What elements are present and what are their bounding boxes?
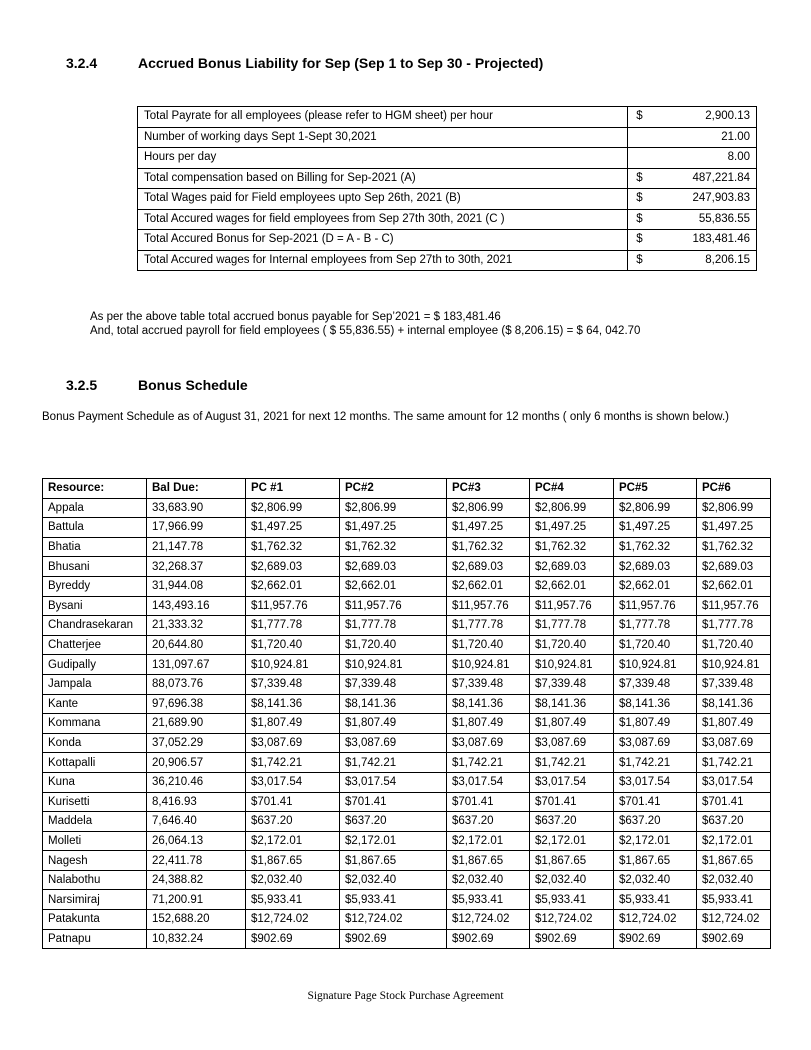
payment-cell-pc5: $637.20 bbox=[614, 812, 697, 832]
table-row bbox=[43, 792, 771, 812]
currency-symbol: $ bbox=[628, 230, 657, 251]
column-header: Bal Due: bbox=[147, 479, 246, 499]
row-value: 8.00 bbox=[656, 148, 756, 169]
bonus-schedule-table bbox=[42, 478, 771, 949]
balance-due-cell: 17,966.99 bbox=[147, 518, 246, 538]
balance-due-cell: 21,333.32 bbox=[147, 616, 246, 636]
table-row bbox=[138, 168, 757, 189]
resource-cell: Chandrasekaran bbox=[43, 616, 147, 636]
payment-cell-pc6: $1,777.78 bbox=[697, 616, 771, 636]
resource-cell: Patnapu bbox=[43, 929, 147, 949]
payment-cell-pc4: $2,662.01 bbox=[530, 576, 614, 596]
payment-cell-pc3: $1,720.40 bbox=[447, 635, 530, 655]
summary-line-1: As per the above table total accrued bonus payable for Sep’2021 = $ 183,481.46 bbox=[90, 311, 501, 323]
payment-cell-pc4: $12,724.02 bbox=[530, 910, 614, 930]
table-row bbox=[43, 576, 771, 596]
row-label: Total Accured wages for field employees from Sep 27th 30th, 2021 (C ) bbox=[138, 209, 628, 230]
payment-cell-pc1: $12,724.02 bbox=[246, 910, 340, 930]
payment-cell-pc6: $2,662.01 bbox=[697, 576, 771, 596]
balance-due-cell: 8,416.93 bbox=[147, 792, 246, 812]
currency-symbol: $ bbox=[628, 107, 657, 128]
payment-cell-pc3: $902.69 bbox=[447, 929, 530, 949]
payment-cell-pc3: $1,742.21 bbox=[447, 753, 530, 773]
table-row bbox=[43, 890, 771, 910]
row-label: Total Payrate for all employees (please refer to HGM sheet) per hour bbox=[138, 107, 628, 128]
payment-cell-pc2: $637.20 bbox=[340, 812, 447, 832]
payment-cell-pc5: $1,807.49 bbox=[614, 714, 697, 734]
row-label: Number of working days Sept 1-Sept 30,2021 bbox=[138, 127, 628, 148]
payment-cell-pc4: $2,806.99 bbox=[530, 498, 614, 518]
payment-cell-pc4: $2,032.40 bbox=[530, 870, 614, 890]
payment-cell-pc6: $12,724.02 bbox=[697, 910, 771, 930]
payment-cell-pc3: $3,087.69 bbox=[447, 733, 530, 753]
payment-cell-pc5: $12,724.02 bbox=[614, 910, 697, 930]
resource-cell: Bhusani bbox=[43, 557, 147, 577]
balance-due-cell: 32,268.37 bbox=[147, 557, 246, 577]
resource-cell: Kuna bbox=[43, 772, 147, 792]
row-label: Total Accured Bonus for Sep-2021 (D = A - B - C) bbox=[138, 230, 628, 251]
resource-cell: Kurisetti bbox=[43, 792, 147, 812]
payment-cell-pc4: $1,777.78 bbox=[530, 616, 614, 636]
payment-cell-pc6: $637.20 bbox=[697, 812, 771, 832]
payment-cell-pc4: $1,807.49 bbox=[530, 714, 614, 734]
payment-cell-pc4: $11,957.76 bbox=[530, 596, 614, 616]
payment-cell-pc1: $2,662.01 bbox=[246, 576, 340, 596]
payment-cell-pc4: $1,720.40 bbox=[530, 635, 614, 655]
table-header-row bbox=[43, 479, 771, 499]
payment-cell-pc2: $12,724.02 bbox=[340, 910, 447, 930]
payment-cell-pc4: $2,689.03 bbox=[530, 557, 614, 577]
payment-cell-pc2: $10,924.81 bbox=[340, 655, 447, 675]
currency-symbol bbox=[628, 127, 657, 148]
schedule-intro: Bonus Payment Schedule as of August 31, 2021 for next 12 months. The same amount for 12 months ( only 6 months is shown below.) bbox=[42, 411, 729, 423]
section-number: 3.2.4 bbox=[66, 55, 98, 71]
payment-cell-pc3: $1,807.49 bbox=[447, 714, 530, 734]
payment-cell-pc2: $2,806.99 bbox=[340, 498, 447, 518]
resource-cell: Maddela bbox=[43, 812, 147, 832]
resource-cell: Nalabothu bbox=[43, 870, 147, 890]
payment-cell-pc5: $1,762.32 bbox=[614, 537, 697, 557]
table-row bbox=[43, 851, 771, 871]
payment-cell-pc5: $10,924.81 bbox=[614, 655, 697, 675]
payment-cell-pc2: $701.41 bbox=[340, 792, 447, 812]
balance-due-cell: 21,689.90 bbox=[147, 714, 246, 734]
payment-cell-pc3: $2,689.03 bbox=[447, 557, 530, 577]
page-footer: Signature Page Stock Purchase Agreement bbox=[307, 990, 504, 1002]
table-row bbox=[43, 812, 771, 832]
balance-due-cell: 21,147.78 bbox=[147, 537, 246, 557]
payment-cell-pc2: $8,141.36 bbox=[340, 694, 447, 714]
table-row bbox=[43, 714, 771, 734]
payment-cell-pc1: $1,497.25 bbox=[246, 518, 340, 538]
row-label: Total Wages paid for Field employees upto Sep 26th, 2021 (B) bbox=[138, 189, 628, 210]
payment-cell-pc5: $7,339.48 bbox=[614, 674, 697, 694]
payment-cell-pc1: $10,924.81 bbox=[246, 655, 340, 675]
payment-cell-pc2: $1,720.40 bbox=[340, 635, 447, 655]
row-label: Total compensation based on Billing for Sep-2021 (A) bbox=[138, 168, 628, 189]
table-row bbox=[138, 189, 757, 210]
payment-cell-pc4: $3,087.69 bbox=[530, 733, 614, 753]
row-value: 8,206.15 bbox=[656, 250, 756, 271]
payment-cell-pc3: $701.41 bbox=[447, 792, 530, 812]
balance-due-cell: 24,388.82 bbox=[147, 870, 246, 890]
payment-cell-pc2: $1,497.25 bbox=[340, 518, 447, 538]
table-row bbox=[43, 772, 771, 792]
column-header: Resource: bbox=[43, 479, 147, 499]
payment-cell-pc5: $8,141.36 bbox=[614, 694, 697, 714]
resource-cell: Appala bbox=[43, 498, 147, 518]
payment-cell-pc5: $2,032.40 bbox=[614, 870, 697, 890]
payment-cell-pc1: $1,867.65 bbox=[246, 851, 340, 871]
payment-cell-pc3: $1,777.78 bbox=[447, 616, 530, 636]
payment-cell-pc1: $2,032.40 bbox=[246, 870, 340, 890]
resource-cell: Kommana bbox=[43, 714, 147, 734]
resource-cell: Narsimiraj bbox=[43, 890, 147, 910]
column-header: PC#2 bbox=[340, 479, 447, 499]
payment-cell-pc6: $2,172.01 bbox=[697, 831, 771, 851]
payment-cell-pc2: $1,867.65 bbox=[340, 851, 447, 871]
payment-cell-pc3: $1,762.32 bbox=[447, 537, 530, 557]
balance-due-cell: 131,097.67 bbox=[147, 655, 246, 675]
payment-cell-pc2: $902.69 bbox=[340, 929, 447, 949]
payment-cell-pc2: $3,087.69 bbox=[340, 733, 447, 753]
payment-cell-pc1: $3,087.69 bbox=[246, 733, 340, 753]
balance-due-cell: 31,944.08 bbox=[147, 576, 246, 596]
payment-cell-pc6: $1,742.21 bbox=[697, 753, 771, 773]
payment-cell-pc2: $2,689.03 bbox=[340, 557, 447, 577]
resource-cell: Konda bbox=[43, 733, 147, 753]
payment-cell-pc5: $2,172.01 bbox=[614, 831, 697, 851]
payment-cell-pc1: $1,807.49 bbox=[246, 714, 340, 734]
resource-cell: Jampala bbox=[43, 674, 147, 694]
payment-cell-pc4: $1,762.32 bbox=[530, 537, 614, 557]
balance-due-cell: 71,200.91 bbox=[147, 890, 246, 910]
payment-cell-pc1: $2,806.99 bbox=[246, 498, 340, 518]
payment-cell-pc1: $637.20 bbox=[246, 812, 340, 832]
payment-cell-pc1: $701.41 bbox=[246, 792, 340, 812]
payment-cell-pc2: $1,762.32 bbox=[340, 537, 447, 557]
payment-cell-pc6: $7,339.48 bbox=[697, 674, 771, 694]
row-value: 487,221.84 bbox=[656, 168, 756, 189]
payment-cell-pc6: $10,924.81 bbox=[697, 655, 771, 675]
payment-cell-pc4: $701.41 bbox=[530, 792, 614, 812]
table-row bbox=[138, 250, 757, 271]
balance-due-cell: 33,683.90 bbox=[147, 498, 246, 518]
payment-cell-pc3: $2,662.01 bbox=[447, 576, 530, 596]
payment-cell-pc4: $5,933.41 bbox=[530, 890, 614, 910]
table-row bbox=[138, 127, 757, 148]
summary-note bbox=[90, 310, 640, 338]
payment-cell-pc3: $10,924.81 bbox=[447, 655, 530, 675]
payment-cell-pc6: $3,087.69 bbox=[697, 733, 771, 753]
payment-cell-pc6: $1,867.65 bbox=[697, 851, 771, 871]
payment-cell-pc5: $3,087.69 bbox=[614, 733, 697, 753]
payment-cell-pc5: $2,662.01 bbox=[614, 576, 697, 596]
payment-cell-pc5: $1,497.25 bbox=[614, 518, 697, 538]
payment-cell-pc5: $2,806.99 bbox=[614, 498, 697, 518]
payment-cell-pc1: $5,933.41 bbox=[246, 890, 340, 910]
payment-cell-pc5: $1,720.40 bbox=[614, 635, 697, 655]
payment-cell-pc4: $7,339.48 bbox=[530, 674, 614, 694]
payment-cell-pc1: $3,017.54 bbox=[246, 772, 340, 792]
payment-cell-pc6: $1,807.49 bbox=[697, 714, 771, 734]
currency-symbol: $ bbox=[628, 189, 657, 210]
currency-symbol bbox=[628, 148, 657, 169]
table-row bbox=[43, 831, 771, 851]
balance-due-cell: 97,696.38 bbox=[147, 694, 246, 714]
table-row bbox=[43, 733, 771, 753]
payment-cell-pc1: $1,762.32 bbox=[246, 537, 340, 557]
payment-cell-pc4: $3,017.54 bbox=[530, 772, 614, 792]
section-number: 3.2.5 bbox=[66, 377, 98, 393]
table-row bbox=[43, 753, 771, 773]
accrued-bonus-table bbox=[137, 106, 757, 271]
resource-cell: Battula bbox=[43, 518, 147, 538]
payment-cell-pc6: $8,141.36 bbox=[697, 694, 771, 714]
summary-line-2: And, total accrued payroll for field employees ( $ 55,836.55) + internal employee ($ 8,206.15) = $ 64, 042.70 bbox=[90, 325, 641, 337]
payment-cell-pc2: $2,662.01 bbox=[340, 576, 447, 596]
table-row bbox=[43, 870, 771, 890]
payment-cell-pc1: $902.69 bbox=[246, 929, 340, 949]
table-row bbox=[43, 518, 771, 538]
resource-cell: Bhatia bbox=[43, 537, 147, 557]
payment-cell-pc5: $5,933.41 bbox=[614, 890, 697, 910]
payment-cell-pc2: $2,172.01 bbox=[340, 831, 447, 851]
payment-cell-pc6: $1,720.40 bbox=[697, 635, 771, 655]
balance-due-cell: 37,052.29 bbox=[147, 733, 246, 753]
payment-cell-pc1: $8,141.36 bbox=[246, 694, 340, 714]
payment-cell-pc3: $1,867.65 bbox=[447, 851, 530, 871]
balance-due-cell: 26,064.13 bbox=[147, 831, 246, 851]
resource-cell: Byreddy bbox=[43, 576, 147, 596]
balance-due-cell: 143,493.16 bbox=[147, 596, 246, 616]
payment-cell-pc2: $1,807.49 bbox=[340, 714, 447, 734]
payment-cell-pc5: $11,957.76 bbox=[614, 596, 697, 616]
payment-cell-pc6: $1,762.32 bbox=[697, 537, 771, 557]
table-row bbox=[43, 635, 771, 655]
payment-cell-pc4: $2,172.01 bbox=[530, 831, 614, 851]
table-row bbox=[43, 616, 771, 636]
payment-cell-pc3: $2,172.01 bbox=[447, 831, 530, 851]
resource-cell: Bysani bbox=[43, 596, 147, 616]
row-label: Total Accured wages for Internal employees from Sep 27th to 30th, 2021 bbox=[138, 250, 628, 271]
payment-cell-pc2: $11,957.76 bbox=[340, 596, 447, 616]
balance-due-cell: 10,832.24 bbox=[147, 929, 246, 949]
payment-cell-pc1: $1,777.78 bbox=[246, 616, 340, 636]
row-value: 21.00 bbox=[656, 127, 756, 148]
payment-cell-pc3: $637.20 bbox=[447, 812, 530, 832]
section-title: Bonus Schedule bbox=[138, 377, 248, 393]
currency-symbol: $ bbox=[628, 168, 657, 189]
row-label: Hours per day bbox=[138, 148, 628, 169]
payment-cell-pc6: $2,806.99 bbox=[697, 498, 771, 518]
payment-cell-pc5: $1,777.78 bbox=[614, 616, 697, 636]
table-row bbox=[43, 537, 771, 557]
payment-cell-pc5: $701.41 bbox=[614, 792, 697, 812]
balance-due-cell: 152,688.20 bbox=[147, 910, 246, 930]
column-header: PC#4 bbox=[530, 479, 614, 499]
payment-cell-pc1: $7,339.48 bbox=[246, 674, 340, 694]
payment-cell-pc5: $902.69 bbox=[614, 929, 697, 949]
resource-cell: Molleti bbox=[43, 831, 147, 851]
payment-cell-pc3: $2,806.99 bbox=[447, 498, 530, 518]
table-row bbox=[138, 107, 757, 128]
table-row bbox=[43, 694, 771, 714]
payment-cell-pc1: $1,742.21 bbox=[246, 753, 340, 773]
payment-cell-pc3: $5,933.41 bbox=[447, 890, 530, 910]
payment-cell-pc6: $5,933.41 bbox=[697, 890, 771, 910]
payment-cell-pc5: $1,867.65 bbox=[614, 851, 697, 871]
currency-symbol: $ bbox=[628, 209, 657, 230]
table-row bbox=[138, 230, 757, 251]
table-row bbox=[43, 674, 771, 694]
payment-cell-pc1: $2,172.01 bbox=[246, 831, 340, 851]
section-title: Accrued Bonus Liability for Sep (Sep 1 to Sep 30 - Projected) bbox=[138, 55, 544, 71]
payment-cell-pc5: $2,689.03 bbox=[614, 557, 697, 577]
payment-cell-pc3: $8,141.36 bbox=[447, 694, 530, 714]
resource-cell: Kante bbox=[43, 694, 147, 714]
balance-due-cell: 22,411.78 bbox=[147, 851, 246, 871]
payment-cell-pc3: $3,017.54 bbox=[447, 772, 530, 792]
resource-cell: Nagesh bbox=[43, 851, 147, 871]
table-row bbox=[43, 929, 771, 949]
table-row bbox=[43, 910, 771, 930]
payment-cell-pc6: $701.41 bbox=[697, 792, 771, 812]
payment-cell-pc3: $1,497.25 bbox=[447, 518, 530, 538]
payment-cell-pc6: $11,957.76 bbox=[697, 596, 771, 616]
payment-cell-pc2: $5,933.41 bbox=[340, 890, 447, 910]
payment-cell-pc4: $1,742.21 bbox=[530, 753, 614, 773]
balance-due-cell: 20,906.57 bbox=[147, 753, 246, 773]
table-row bbox=[43, 655, 771, 675]
payment-cell-pc3: $12,724.02 bbox=[447, 910, 530, 930]
column-header: PC#6 bbox=[697, 479, 771, 499]
table-row bbox=[43, 498, 771, 518]
balance-due-cell: 7,646.40 bbox=[147, 812, 246, 832]
table-row bbox=[138, 148, 757, 169]
payment-cell-pc1: $2,689.03 bbox=[246, 557, 340, 577]
payment-cell-pc2: $7,339.48 bbox=[340, 674, 447, 694]
row-value: 2,900.13 bbox=[656, 107, 756, 128]
payment-cell-pc4: $902.69 bbox=[530, 929, 614, 949]
row-value: 183,481.46 bbox=[656, 230, 756, 251]
resource-cell: Patakunta bbox=[43, 910, 147, 930]
payment-cell-pc3: $7,339.48 bbox=[447, 674, 530, 694]
payment-cell-pc6: $2,689.03 bbox=[697, 557, 771, 577]
payment-cell-pc6: $3,017.54 bbox=[697, 772, 771, 792]
balance-due-cell: 20,644.80 bbox=[147, 635, 246, 655]
payment-cell-pc2: $2,032.40 bbox=[340, 870, 447, 890]
resource-cell: Chatterjee bbox=[43, 635, 147, 655]
column-header: PC#5 bbox=[614, 479, 697, 499]
payment-cell-pc6: $1,497.25 bbox=[697, 518, 771, 538]
payment-cell-pc2: $1,742.21 bbox=[340, 753, 447, 773]
payment-cell-pc1: $1,720.40 bbox=[246, 635, 340, 655]
payment-cell-pc3: $2,032.40 bbox=[447, 870, 530, 890]
payment-cell-pc4: $637.20 bbox=[530, 812, 614, 832]
row-value: 247,903.83 bbox=[656, 189, 756, 210]
column-header: PC #1 bbox=[246, 479, 340, 499]
column-header: PC#3 bbox=[447, 479, 530, 499]
payment-cell-pc4: $1,497.25 bbox=[530, 518, 614, 538]
row-value: 55,836.55 bbox=[656, 209, 756, 230]
payment-cell-pc5: $1,742.21 bbox=[614, 753, 697, 773]
payment-cell-pc4: $1,867.65 bbox=[530, 851, 614, 871]
payment-cell-pc2: $1,777.78 bbox=[340, 616, 447, 636]
resource-cell: Gudipally bbox=[43, 655, 147, 675]
table-row bbox=[43, 596, 771, 616]
balance-due-cell: 88,073.76 bbox=[147, 674, 246, 694]
payment-cell-pc4: $8,141.36 bbox=[530, 694, 614, 714]
payment-cell-pc6: $2,032.40 bbox=[697, 870, 771, 890]
payment-cell-pc6: $902.69 bbox=[697, 929, 771, 949]
payment-cell-pc1: $11,957.76 bbox=[246, 596, 340, 616]
payment-cell-pc3: $11,957.76 bbox=[447, 596, 530, 616]
payment-cell-pc4: $10,924.81 bbox=[530, 655, 614, 675]
payment-cell-pc5: $3,017.54 bbox=[614, 772, 697, 792]
table-row bbox=[43, 557, 771, 577]
resource-cell: Kottapalli bbox=[43, 753, 147, 773]
balance-due-cell: 36,210.46 bbox=[147, 772, 246, 792]
currency-symbol: $ bbox=[628, 250, 657, 271]
payment-cell-pc2: $3,017.54 bbox=[340, 772, 447, 792]
table-row bbox=[138, 209, 757, 230]
